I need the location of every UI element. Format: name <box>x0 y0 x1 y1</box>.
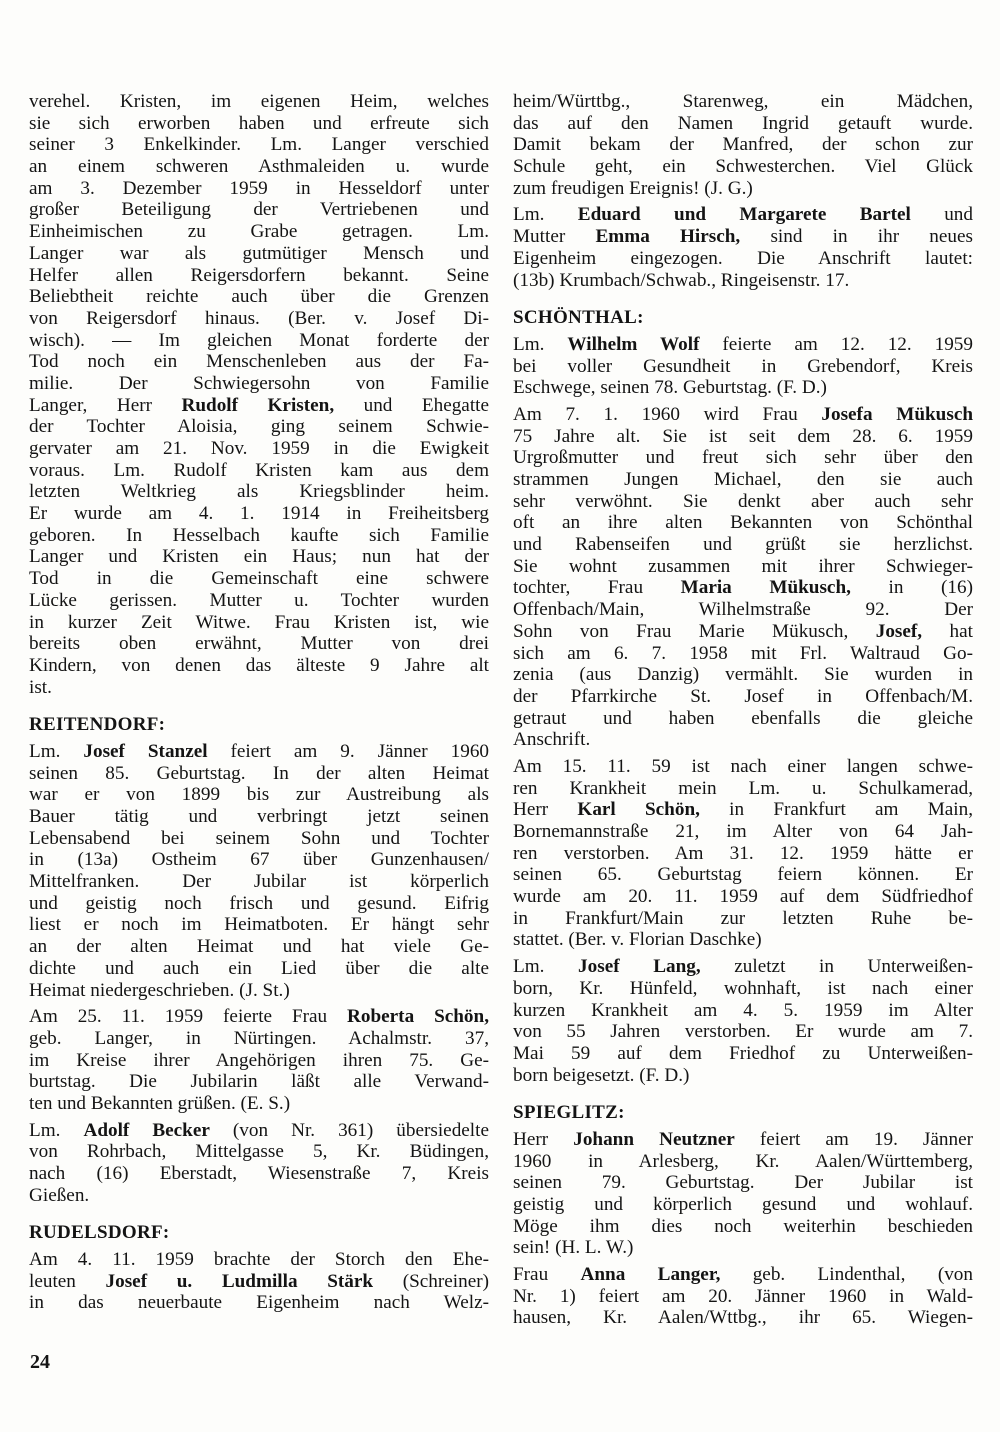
text-line <box>29 958 489 980</box>
text-line <box>513 134 973 156</box>
bold-name: Johann Neutzner <box>573 1128 735 1150</box>
text-segment: Lm. <box>513 333 568 355</box>
text-line <box>513 512 973 534</box>
text-line <box>29 178 489 200</box>
text-segment: in kurzer Zeit Witwe. Frau Kristen ist, wie <box>29 611 489 633</box>
text-line <box>29 373 489 395</box>
text-segment: (13b) Krumbach/Schwab., Ringeisenstr. 17. <box>513 269 850 291</box>
text-line <box>29 1028 489 1050</box>
text-segment: der Pfarrkirche St. Josef in Offenbach/M. <box>513 685 973 707</box>
text-segment: zuletzt in Unterweißen- <box>700 956 974 978</box>
text-line <box>29 633 489 655</box>
text-segment: voraus. Lm. Rudolf Kristen kam aus dem <box>29 459 489 481</box>
text-line <box>29 286 489 308</box>
text-segment: oft an ihre alten Bekannten von Schönthal <box>513 512 973 534</box>
text-line <box>513 1194 973 1216</box>
text-segment: der Tochter Aloisia, ging seinem Schwie- <box>29 416 489 438</box>
text-line <box>29 568 489 590</box>
text-segment: sehr verwöhnt. Sie denkt aber auch sehr <box>513 490 973 512</box>
text-line <box>29 980 489 1002</box>
page-number: 24 <box>30 1351 50 1373</box>
text-line <box>29 1120 489 1142</box>
text-line <box>513 356 973 378</box>
text-line <box>29 1249 489 1271</box>
text-segment: leuten <box>29 1270 106 1292</box>
text-line <box>29 612 489 634</box>
text-segment: von Rohrbach, Mittelgasse 5, Kr. Büdingen, <box>29 1141 489 1163</box>
text-line <box>29 308 489 330</box>
text-line <box>29 395 489 417</box>
text-line <box>513 1043 973 1065</box>
text-segment: Herr <box>513 799 578 821</box>
bold-name: Josef u. Ludmilla Stärk <box>105 1270 374 1292</box>
text-segment: in Frankfurt/Main zur letzten Ruhe be- <box>513 907 973 929</box>
text-line <box>513 599 973 621</box>
text-line <box>29 741 489 763</box>
text-segment: born beigesetzt. (F. D.) <box>513 1064 690 1086</box>
text-line <box>513 469 973 491</box>
text-segment: seinen 85. Geburtstag. In der alten Heimat <box>29 762 489 784</box>
text-line <box>513 156 973 178</box>
paragraph <box>513 1264 973 1329</box>
text-segment: und Rabenseifen und grüßt sie herzlichst. <box>513 534 973 556</box>
text-line <box>29 1071 489 1093</box>
text-segment: und geistig noch frisch und gesund. Eifrig <box>29 892 489 914</box>
text-segment: Tod in die Gemeinschaft eine schwere <box>29 568 489 590</box>
text-segment: in das neuerbaute Eigenheim nach Welz- <box>29 1292 489 1314</box>
text-segment: Damit bekam der Manfred, der schon zur <box>513 134 973 156</box>
paragraph <box>513 404 973 751</box>
text-line <box>513 686 973 708</box>
text-line <box>513 426 973 448</box>
text-segment: Mutter <box>513 226 596 248</box>
text-segment: geistig und körperlich gesund und wohlauf. <box>513 1194 973 1216</box>
text-segment: Bornemannstraße 21, im Alter von 64 Jah- <box>513 821 973 843</box>
text-segment: Bauer tätig und verbringt jetzt seinen <box>29 806 489 828</box>
text-line <box>29 1050 489 1072</box>
text-line <box>29 1141 489 1163</box>
text-segment: letzten Weltkrieg als Kriegsblinder heim. <box>29 481 489 503</box>
text-segment: zum freudigen Ereignis! (J. G.) <box>513 177 753 199</box>
text-line <box>29 1292 489 1314</box>
bold-name: Emma Hirsch, <box>595 226 741 248</box>
text-line <box>29 784 489 806</box>
text-segment: seinen 65. Geburtstag feiern können. Er <box>513 864 973 886</box>
text-segment: in Frankfurt am Main, <box>699 799 973 821</box>
text-segment: Er wurde am 4. 1. 1914 in Freiheitsberg <box>29 503 489 525</box>
text-segment: zenia (aus Danzig) vermählt. Sie wurden in <box>513 664 973 686</box>
text-segment: das auf den Namen Ingrid getauft wurde. <box>513 112 973 134</box>
text-segment: Lm. <box>513 204 578 226</box>
text-line <box>513 1286 973 1308</box>
text-line <box>513 1172 973 1194</box>
text-segment: Gießen. <box>29 1184 90 1206</box>
text-line <box>513 447 973 469</box>
text-segment: feiert am 19. Jänner <box>734 1128 974 1150</box>
text-segment: Am 15. 11. 59 ist nach einer langen schwe- <box>513 755 973 777</box>
text-segment: Sie wohnt zusammen mit ihrer Schwieger- <box>513 555 973 577</box>
text-line <box>513 864 973 886</box>
text-line <box>29 134 489 156</box>
text-line <box>513 1264 973 1286</box>
text-segment: dichte und auch ein Lied über die alte <box>29 957 489 979</box>
text-line <box>513 756 973 778</box>
text-segment: wisch). — Im gleichen Monat forderte der <box>29 329 489 351</box>
text-line <box>513 978 973 1000</box>
text-line <box>29 655 489 677</box>
text-line <box>29 1006 489 1028</box>
paragraph <box>513 1129 973 1259</box>
text-segment: Lücke gerissen. Mutter u. Tochter wurden <box>29 589 489 611</box>
bold-name: Josef Stanzel <box>83 740 208 762</box>
text-line <box>513 843 973 865</box>
text-line <box>29 525 489 547</box>
text-line <box>29 828 489 850</box>
text-line <box>29 849 489 871</box>
text-line <box>29 91 489 113</box>
text-segment: Lm. <box>29 1119 84 1141</box>
text-segment: an der alten Heimat und hat viele Ge- <box>29 936 489 958</box>
text-segment: geb. Lindenthal, (von <box>720 1264 973 1286</box>
text-segment: tochter, Frau <box>513 577 681 599</box>
bold-name: Maria Mükusch, <box>680 577 851 599</box>
text-line <box>513 577 973 599</box>
text-segment: Am 4. 11. 1959 brachte der Storch den Ehe- <box>29 1249 489 1271</box>
text-segment: strammen Jungen Michael, den sie auch <box>513 469 973 491</box>
text-segment: (Schreiner) <box>373 1270 489 1292</box>
text-segment: Am 7. 1. 1960 wird Frau <box>513 403 822 425</box>
text-segment: in (16) <box>850 577 973 599</box>
text-segment: bereits oben erwähnt, Mutter von drei <box>29 633 489 655</box>
text-segment: Anschrift. <box>513 729 591 751</box>
paragraph <box>29 91 489 698</box>
text-line <box>513 1151 973 1173</box>
text-segment: von Reigersdorf hinaus. (Ber. v. Josef Di- <box>29 307 489 329</box>
text-segment: ist. <box>29 676 52 698</box>
text-segment: kurzen Krankheit am 4. 5. 1959 im Alter <box>513 999 973 1021</box>
text-line <box>513 1129 973 1151</box>
text-segment: Eschwege, seinen 78. Geburtstag. (F. D.) <box>513 377 827 399</box>
text-segment: sein! (H. L. W.) <box>513 1237 634 1259</box>
bold-name: Josef, <box>875 620 923 642</box>
text-segment: Urgroßmutter und freut sich sehr über den <box>513 447 973 469</box>
text-segment: feiert am 9. Jänner 1960 <box>207 740 490 762</box>
bold-name: Josefa Mükusch <box>821 403 974 425</box>
text-segment: feierte am 12. 12. 1959 <box>699 333 973 355</box>
text-line <box>513 1237 973 1259</box>
text-segment: Schule geht, ein Schwesterchen. Viel Glück <box>513 156 973 178</box>
text-segment: geb. Langer, in Nürtingen. Achalmstr. 37, <box>29 1027 489 1049</box>
text-segment: Sohn von Frau Marie Mükusch, <box>513 620 876 642</box>
text-segment: Lm. <box>29 740 84 762</box>
text-segment: Nr. 1) feiert am 20. Jänner 1960 in Wald- <box>513 1285 973 1307</box>
text-segment: Heimat niedergeschrieben. (J. St.) <box>29 979 290 1001</box>
text-segment: gervater am 21. Nov. 1959 in die Ewigkeit <box>29 438 489 459</box>
text-line <box>513 929 973 951</box>
bold-name: Eduard und Margarete Bartel <box>577 204 911 226</box>
bold-name: Josef Lang, <box>578 956 701 978</box>
text-segment: Einheimischen zu Grabe getragen. Lm. <box>29 221 489 243</box>
text-segment: milie. Der Schwiegersohn von Familie <box>29 372 489 394</box>
text-line <box>29 113 489 135</box>
text-line <box>513 1216 973 1238</box>
text-segment: Helfer allen Reigersdorfern bekannt. Seine <box>29 264 489 286</box>
text-line <box>513 248 973 270</box>
text-segment: bei voller Gesundheit in Grebendorf, Kreis <box>513 355 973 377</box>
text-segment: sind in ihr neues <box>740 226 973 248</box>
text-segment: Lm. <box>513 956 579 978</box>
section-heading: REITENDORF: <box>29 714 166 736</box>
paragraph <box>29 1249 489 1314</box>
text-line <box>513 821 973 843</box>
text-segment: von 55 Jahren verstorben. Er wurde am 7. <box>513 1021 973 1043</box>
bold-name: Roberta Schön, <box>347 1006 489 1028</box>
section-heading: RUDELSDORF: <box>29 1222 170 1244</box>
text-segment: Langer und Kristen ein Haus; nun hat der <box>29 546 489 568</box>
paragraph <box>513 334 973 399</box>
text-line <box>29 243 489 265</box>
text-segment: geboren. In Hesselbach kaufte sich Familie <box>29 524 489 546</box>
text-line <box>29 936 489 958</box>
text-segment: 75 Jahre alt. Sie ist seit dem 28. 6. 1959 <box>513 425 973 447</box>
text-segment: heim/Württbg., Starenweg, ein Mädchen, <box>513 91 973 112</box>
text-segment: Lebensabend bei seinem Sohn und Tochter <box>29 827 489 849</box>
text-line <box>29 503 489 525</box>
text-segment: Eigenheim eingezogen. Die Anschrift lautet: <box>513 247 973 269</box>
text-segment: und <box>910 204 973 226</box>
text-line <box>29 330 489 352</box>
text-line <box>29 871 489 893</box>
text-segment: stattet. (Ber. v. Florian Daschke) <box>513 929 762 951</box>
text-line <box>29 199 489 221</box>
text-line <box>29 893 489 915</box>
text-segment: liest er noch im Heimatboten. Er hängt sehr <box>29 914 489 936</box>
text-segment: Langer war als gutmütiger Mensch und <box>29 242 489 264</box>
right-column <box>513 91 973 1329</box>
text-segment: verehel. Kristen, im eigenen Heim, welches <box>29 91 489 112</box>
text-line <box>513 491 973 513</box>
text-segment: born, Kr. Hünfeld, wohnhaft, ist nach einer <box>513 977 973 999</box>
text-segment: ten und Bekannten grüßen. (E. S.) <box>29 1092 291 1114</box>
bold-name: Anna Langer, <box>580 1264 721 1286</box>
text-line <box>29 677 489 699</box>
text-segment: hat <box>922 620 973 642</box>
text-segment: Offenbach/Main, Wilhelmstraße 92. Der <box>513 599 973 621</box>
section-heading: SPIEGLITZ: <box>513 1102 625 1124</box>
text-segment: Mai 59 auf dem Friedhof zu Unterweißen- <box>513 1042 973 1064</box>
text-line <box>513 113 973 135</box>
text-segment: nach (16) Eberstadt, Wiesenstraße 7, Kreis <box>29 1163 489 1185</box>
text-segment: ren verstorben. Am 31. 12. 1959 hätte er <box>513 842 973 864</box>
bold-name: Rudolf Kristen, <box>181 394 335 416</box>
text-line <box>513 534 973 556</box>
text-line <box>513 708 973 730</box>
text-line <box>513 621 973 643</box>
paragraph <box>513 204 973 291</box>
text-segment: Möge ihm dies noch weiterhin beschieden <box>513 1215 973 1237</box>
text-segment: war er von 1899 bis zur Austreibung als <box>29 784 489 806</box>
text-line <box>29 481 489 503</box>
text-segment: burtstag. Die Jubilarin läßt alle Verwand- <box>29 1071 489 1093</box>
text-line <box>513 1021 973 1043</box>
text-line <box>29 416 489 438</box>
text-line <box>29 914 489 936</box>
text-line <box>513 664 973 686</box>
text-line <box>29 460 489 482</box>
text-segment: hausen, Kr. Aalen/Wttbg., ihr 65. Wiegen- <box>513 1307 973 1329</box>
text-segment: getraut und haben ebenfalls die gleiche <box>513 707 973 729</box>
text-line <box>513 270 973 292</box>
text-line <box>29 546 489 568</box>
text-line <box>29 1185 489 1207</box>
text-segment: Frau <box>513 1264 581 1286</box>
text-segment: sich am 6. 7. 1958 mit Frl. Waltraud Go- <box>513 642 973 664</box>
text-segment: Mittelfranken. Der Jubilar ist körperlich <box>29 871 489 893</box>
paragraph <box>29 741 489 1001</box>
text-line <box>29 1163 489 1185</box>
text-line <box>29 806 489 828</box>
text-line <box>513 226 973 248</box>
text-segment: Beliebtheit reichte auch über die Grenzen <box>29 286 489 308</box>
text-segment: an einem schweren Asthmaleiden u. wurde <box>29 156 489 178</box>
bold-name: Adolf Becker <box>83 1119 210 1141</box>
text-segment: seiner 3 Enkelkinder. Lm. Langer verschied <box>29 134 489 156</box>
text-line <box>513 178 973 200</box>
text-line <box>513 956 973 978</box>
text-line <box>513 404 973 426</box>
text-line <box>513 91 973 113</box>
text-segment: Herr <box>513 1128 574 1150</box>
paragraph <box>29 1120 489 1207</box>
text-segment: im Kreise ihrer Angehörigen ihren 75. Ge- <box>29 1049 489 1071</box>
text-line <box>513 778 973 800</box>
text-line <box>513 1000 973 1022</box>
text-segment: in (13a) Ostheim 67 über Gunzenhausen/ <box>29 849 489 871</box>
text-segment: seinen 79. Geburtstag. Der Jubilar ist <box>513 1172 973 1194</box>
text-line <box>29 438 489 460</box>
left-column <box>29 91 489 1314</box>
text-line <box>29 1271 489 1293</box>
text-line <box>29 1093 489 1115</box>
text-line <box>513 886 973 908</box>
text-segment: Am 25. 11. 1959 feierte Frau <box>29 1006 348 1028</box>
text-segment: am 3. Dezember 1959 in Hesseldorf unter <box>29 177 489 199</box>
text-line <box>29 265 489 287</box>
text-segment: ren Krankheit mein Lm. u. Schulkamerad, <box>513 777 973 799</box>
text-segment: wurde am 20. 11. 1959 auf dem Südfriedhof <box>513 886 973 908</box>
bold-name: Karl Schön, <box>577 799 700 821</box>
text-segment: (von Nr. 361) übersiedelte <box>209 1119 489 1141</box>
text-line <box>513 1307 973 1329</box>
text-segment: Kindern, von denen das älteste 9 Jahre alt <box>29 654 489 676</box>
text-segment: großer Beteiligung der Vertriebenen und <box>29 199 489 221</box>
section-heading: SCHÖNTHAL: <box>513 307 644 329</box>
text-line <box>513 204 973 226</box>
text-line <box>29 590 489 612</box>
text-segment: und Ehegatte <box>334 394 490 416</box>
bold-name: Wilhelm Wolf <box>567 333 700 355</box>
text-line <box>513 643 973 665</box>
text-line <box>513 556 973 578</box>
text-line <box>29 351 489 373</box>
paragraph <box>513 756 973 951</box>
text-line <box>513 377 973 399</box>
text-segment: sie sich erworben haben und erfreute sich <box>29 112 489 134</box>
text-segment: Langer, Herr <box>29 394 182 416</box>
text-line <box>513 908 973 930</box>
text-line <box>29 156 489 178</box>
paragraph <box>513 956 973 1086</box>
paragraph <box>513 91 973 199</box>
text-line <box>29 763 489 785</box>
paragraph <box>29 1006 489 1114</box>
text-line <box>513 334 973 356</box>
text-line <box>513 1065 973 1087</box>
text-line <box>513 729 973 751</box>
text-segment: Tod noch ein Menschenleben aus der Fa- <box>29 351 489 373</box>
text-line <box>29 221 489 243</box>
text-segment: 1960 in Arlesberg, Kr. Aalen/Württemberg, <box>513 1150 973 1172</box>
text-line <box>513 799 973 821</box>
